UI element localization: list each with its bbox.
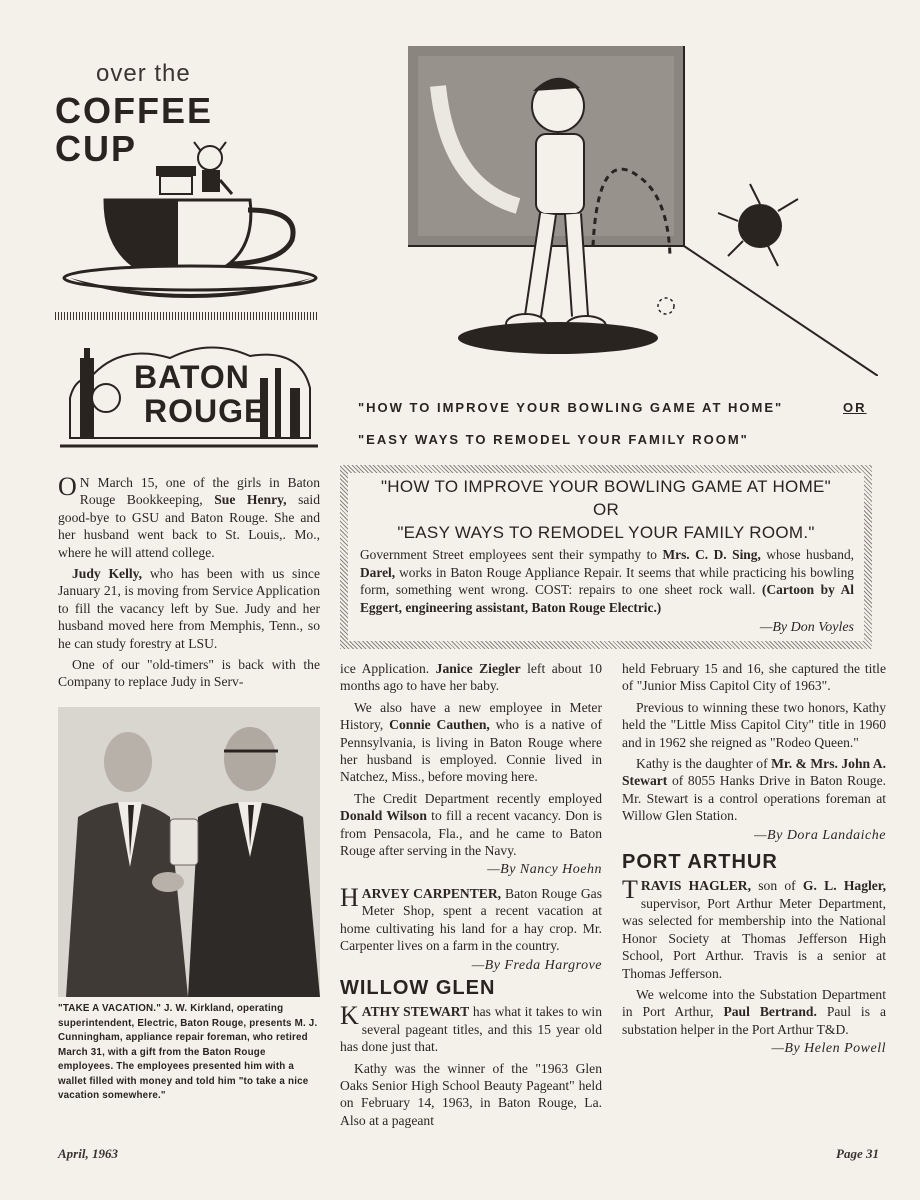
cartoon-caption-line2: "EASY WAYS TO REMODEL YOUR FAMILY ROOM" — [358, 432, 749, 447]
box-title-line1: "HOW TO IMPROVE YOUR BOWLING GAME AT HOME" — [380, 477, 832, 496]
retirement-photo — [58, 707, 320, 997]
text: to fill a recent vacancy. Don is from Pensacola, Fla., and he came to Baton Rouge after serving in the Navy. — [340, 808, 602, 859]
text: We welcome into the Substation Department in Port Arthur, — [622, 986, 886, 1020]
drop-cap: K — [340, 1001, 359, 1031]
col3-paragraph-1: held February 15 and 16, she captured the title of "Junior Miss Capitol City of 1963". — [622, 661, 886, 694]
photo-caption — [58, 1002, 320, 1104]
col3-paragraph-4 — [622, 877, 886, 981]
bowling-story-box — [340, 465, 872, 649]
masthead-coffee: COFFEE — [55, 90, 214, 131]
baton-text: BATON — [134, 359, 250, 395]
text: supervisor, Port Arthur Meter Department, was selected for membership into the National Honor Society at Thomas Jefferson High School, Port Arthur. Travis is a senior at Thomas Jefferson. — [622, 895, 886, 981]
drop-cap: T — [622, 875, 638, 905]
text: N March 15, one of the girls in Baton Rouge Bookkeeping, — [79, 475, 320, 508]
person-name: Paul Bertrand. — [723, 1004, 817, 1020]
box-byline: —By Don Voyles — [759, 620, 854, 635]
box-text: whose husband, — [760, 547, 854, 562]
cartoon-caption-line1: "HOW TO IMPROVE YOUR BOWLING GAME AT HOME" — [358, 400, 784, 415]
person-name: ATHY STEWART — [361, 1004, 470, 1020]
text: has what it takes to win several pageant titles, and this 15 year old has done just that. — [340, 1004, 602, 1055]
person-name: Donald Wilson — [340, 808, 427, 824]
box-title-line2: "EASY WAYS TO REMODEL YOUR FAMILY ROOM." — [397, 523, 815, 542]
baton-rouge-logo-text — [134, 360, 266, 428]
person-name: Connie Cauthen, — [389, 717, 490, 733]
box-credit: (Cartoon by Al Eggert, engineering assistant, Baton Rouge Electric.) — [360, 582, 854, 615]
box-name: Mrs. C. D. Sing, — [662, 547, 761, 562]
text: left about 10 months ago to have her baby. — [340, 661, 602, 694]
col3-byline-1: —By Dora Landaiche — [754, 827, 886, 843]
drop-cap: H — [340, 882, 359, 912]
footer-page-number: Page 31 — [836, 1146, 879, 1161]
footer-date: April, 1963 — [58, 1146, 118, 1161]
person-name: RAVIS HAGLER, — [640, 878, 751, 894]
col2-byline-2: —By Freda Hargrove — [471, 957, 602, 973]
col2-byline-1: —By Nancy Hoehn — [487, 862, 602, 878]
text: of 8055 Hanks Drive in Baton Rouge. Mr. Stewart is a control operations foreman at Willow Glen Station. — [622, 773, 886, 824]
rouge-text: ROUGE — [144, 393, 267, 429]
text: who has been with us since January 21, is moving from Service Application to fill the vacancy left by Sue. Judy and her husband moved here from Memphis, Tenn., so he can study forestry at LSU. — [58, 566, 320, 651]
col3-paragraph-3 — [622, 755, 886, 825]
col2-paragraph-5 — [340, 1003, 602, 1055]
col1-paragraph-1 — [58, 474, 320, 561]
box-name: Darel, — [360, 564, 396, 580]
text: Paul is a substation helper in the Port Arthur T&D. — [622, 1004, 886, 1037]
masthead-cup: CUP — [55, 128, 138, 169]
text: Kathy is the daughter of — [636, 756, 772, 772]
section-head-willow-glen: WILLOW GLEN — [340, 976, 496, 999]
col2-paragraph-6: Kathy was the winner of the "1963 Glen Oaks Senior High School Beauty Pageant" held on February 14, 1963, in Baton Rouge, La. Also at a pageant — [340, 1060, 602, 1128]
box-text: works in Baton Rouge Appliance Repair. It seems that while practicing his bowling form, something went wrong. COST: repairs to one sheet rock wall. — [360, 564, 854, 597]
col3-byline-2: —By Helen Powell — [771, 1041, 886, 1057]
bowling-ball-icon — [738, 204, 782, 248]
text: The Credit Department recently employed — [354, 790, 602, 806]
person-name: G. L. Hagler, — [802, 878, 886, 894]
photo-caption-title: "TAKE A VACATION." — [58, 1003, 162, 1014]
text: ice Application. — [340, 661, 436, 676]
col2-paragraph-3 — [340, 790, 602, 860]
bowling-cartoon — [408, 46, 878, 376]
person-name: Mr. & Mrs. John A. Stewart — [622, 756, 886, 789]
text: son of — [751, 878, 803, 894]
col2-paragraph-1 — [340, 660, 602, 695]
person-name: Janice Ziegler — [435, 661, 521, 676]
text: who is a native of Pennsylvania, is living in Baton Rouge where her husband is employed. Connie lived in Natchez, Miss., before moving here. — [340, 717, 602, 785]
section-head-port-arthur: PORT ARTHUR — [622, 851, 778, 874]
baton-rouge-logo — [60, 338, 318, 456]
drop-cap: O — [58, 472, 77, 501]
photo-caption-text: J. W. Kirkland, operating superintendent, Electric, Baton Rouge, presents M. J. Cunningham, appliance repair foreman, who retired March 31, with a gift from the Baton Rouge employees. The employees presented him with a wallet filled with money and told him "to take a nice vacation somewhere." — [58, 1003, 318, 1101]
col1-paragraph-2 — [58, 565, 320, 652]
reddy-kilowatt-figure-icon — [156, 142, 232, 194]
text: We also have a new employee in Meter History, — [340, 699, 602, 733]
cartoon-caption-or: OR — [843, 400, 867, 415]
person-name: Judy Kelly, — [72, 566, 143, 582]
masthead-over-the: over the — [96, 60, 191, 87]
column-3 — [622, 660, 886, 1064]
coffee-cup-illustration — [60, 140, 322, 310]
masthead-divider — [55, 312, 317, 320]
box-body — [348, 544, 864, 616]
box-title — [348, 475, 864, 544]
text: Baton Rouge Gas Meter Shop, spent a recent vacation at home cultivating his land for a hay crop. Mr. Carpenter lives on a farm in the country. — [340, 885, 602, 954]
col1-paragraph-3: One of our "old-timers" is back with the Company to replace Judy in Serv- — [58, 657, 320, 690]
column-1 — [58, 474, 320, 691]
text: said good-bye to GSU and Baton Rouge. She and her husband went back to St. Louis,. Mo., where he will attend college. — [58, 492, 321, 560]
col3-paragraph-2: Previous to winning these two honors, Kathy held the "Little Miss Capitol City" title in 1960 and in 1962 she reigned as "Rodeo Queen." — [622, 699, 886, 750]
col3-paragraph-5 — [622, 986, 886, 1038]
person-name: Sue Henry, — [214, 492, 287, 508]
person-name: ARVEY CARPENTER, — [361, 885, 502, 901]
col2-paragraph-4 — [340, 882, 602, 955]
column-2 — [340, 660, 602, 1129]
box-title-or: OR — [592, 500, 620, 519]
col2-paragraph-2 — [340, 699, 602, 786]
box-text: Government Street employees sent their sympathy to — [360, 547, 663, 562]
